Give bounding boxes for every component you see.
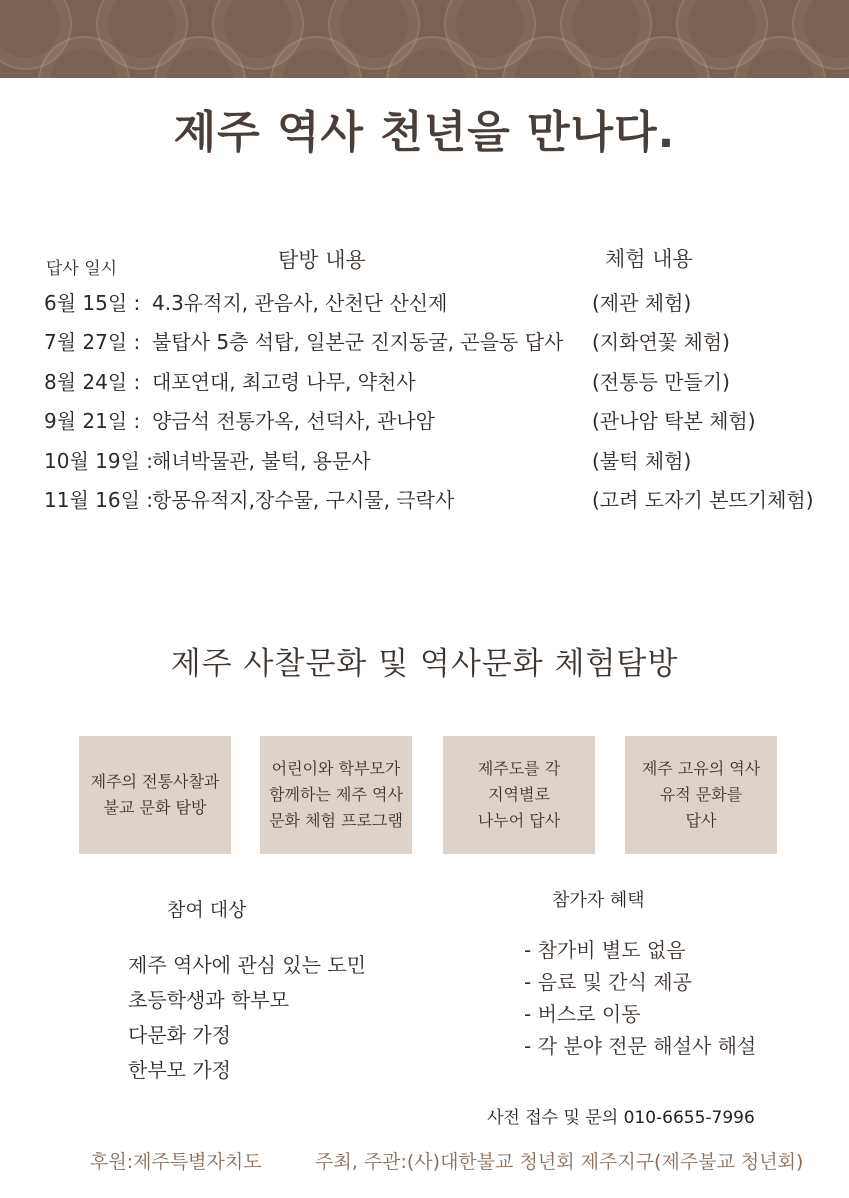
feature-box-heritage-tour: 제주 고유의 역사 유적 문화를 답사 (625, 736, 777, 854)
benefit-item: - 버스로 이동 (524, 1002, 641, 1026)
feature-box-temple-tour: 제주의 전통사찰과 불교 문화 탐방 (79, 736, 231, 854)
column-header-experience: 체험 내용 (605, 247, 693, 271)
benefit-item: - 음료 및 간식 제공 (524, 970, 692, 994)
participant-item: 제주 역사에 관심 있는 도민 (128, 953, 366, 977)
top-decorative-banner (0, 0, 849, 78)
page-title: 제주 역사 천년을 만나다. (173, 107, 676, 158)
program-subtitle: 제주 사찰문화 및 역사문화 체험탐방 (170, 646, 679, 682)
schedule-place: 4.3유적지, 관음사, 산천단 산신제 (152, 291, 448, 315)
schedule-experience: (지화연꽃 체험) (592, 330, 730, 354)
schedule-experience: (전통등 만들기) (592, 370, 730, 394)
schedule-date: 7월 27일 : (44, 330, 141, 354)
schedule-row (0, 405, 849, 437)
participant-item: 초등학생과 학부모 (128, 988, 289, 1012)
schedule-date: 6월 15일 : (44, 291, 141, 315)
participant-item: 다문화 가정 (128, 1023, 231, 1047)
schedule-row (0, 484, 849, 516)
schedule-row (0, 326, 849, 358)
schedule-experience: (불턱 체험) (592, 449, 692, 473)
schedule-experience: (관나암 탁본 체험) (592, 409, 756, 433)
participant-item: 한부모 가정 (128, 1058, 231, 1082)
schedule-place: 양금석 전통가옥, 선덕사, 관나암 (152, 409, 435, 433)
schedule-row (0, 366, 849, 398)
participants-heading: 참여 대상 (167, 899, 247, 921)
benefits-heading: 참가자 혜택 (552, 890, 645, 911)
schedule-date: 9월 21일 : (44, 409, 141, 433)
footer-organizer: 주최, 주관:(사)대한불교 청년회 제주지구(제주불교 청년회) (315, 1151, 804, 1173)
schedule-date: 10월 19일 : (44, 449, 153, 473)
schedule-experience: (고려 도자기 본뜨기체험) (592, 488, 814, 512)
feature-box-regional-tour: 제주도를 각 지역별로 나누어 답사 (443, 736, 595, 854)
schedule-place: 항몽유적지,장수물, 구시물, 극락사 (152, 488, 455, 512)
feature-box-family-program: 어린이와 학부모가 함께하는 제주 역사 문화 체험 프로그램 (260, 736, 412, 854)
schedule-date: 8월 24일 : (44, 370, 141, 394)
schedule-date: 11월 16일 : (44, 488, 153, 512)
column-header-date: 답사 일시 (46, 259, 118, 279)
contact-info: 사전 접수 및 문의 010-6655-7996 (487, 1108, 755, 1128)
footer-sponsor: 후원:제주특별자치도 (90, 1151, 262, 1173)
schedule-row (0, 287, 849, 319)
schedule-place: 불탑사 5층 석탑, 일본군 진지동굴, 곤을동 답사 (152, 330, 564, 354)
schedule-place: 해녀박물관, 불턱, 용문사 (152, 449, 371, 473)
schedule-place: 대포연대, 최고령 나무, 약천사 (152, 370, 416, 394)
schedule-experience: (제관 체험) (592, 291, 692, 315)
column-header-visit: 탐방 내용 (278, 248, 366, 272)
schedule-row (0, 445, 849, 477)
benefit-item: - 참가비 별도 없음 (524, 938, 686, 962)
benefit-item: - 각 분야 전문 해설사 해설 (524, 1034, 757, 1058)
